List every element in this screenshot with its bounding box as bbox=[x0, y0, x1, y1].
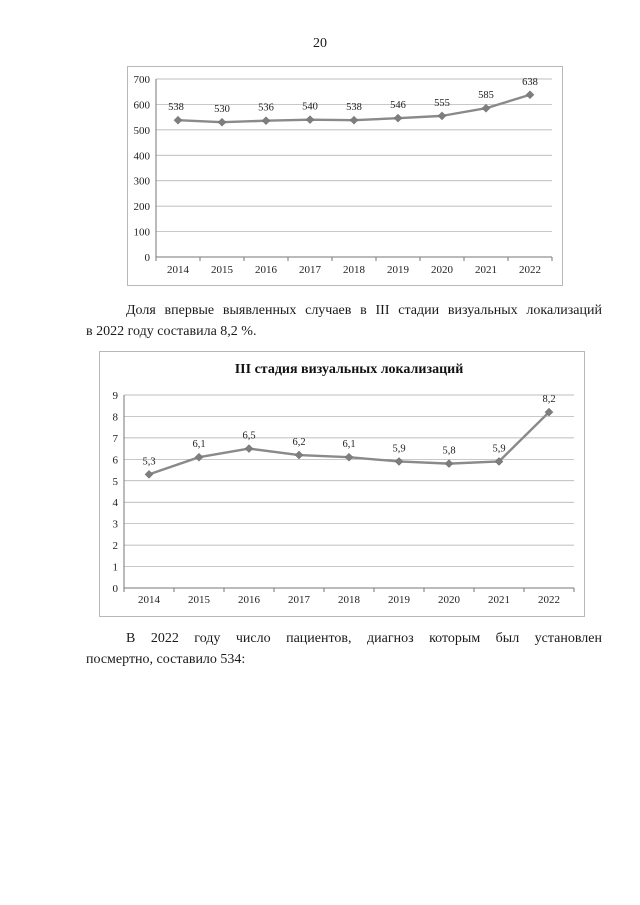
chart1-data-point bbox=[262, 117, 270, 125]
chart2-data-label: 5,3 bbox=[142, 456, 156, 468]
chart2-y-tick-label: 2 bbox=[112, 540, 118, 553]
chart1-data-point bbox=[306, 116, 314, 124]
chart1-data-label: 538 bbox=[168, 102, 184, 114]
chart1-svg bbox=[128, 67, 562, 285]
chart1-x-tick-label: 2016 bbox=[255, 264, 277, 276]
chart2-y-tick-label: 8 bbox=[112, 411, 118, 424]
chart-visual-localizations-count bbox=[127, 66, 563, 286]
chart2-title: III стадия визуальных локализаций bbox=[234, 362, 464, 377]
chart1-y-tick-label: 600 bbox=[133, 99, 150, 112]
chart2-y-tick-label: 4 bbox=[112, 497, 118, 510]
chart1-x-tick-label: 2021 bbox=[475, 264, 497, 276]
chart1-data-point bbox=[218, 118, 226, 126]
chart2-x-tick-label: 2022 bbox=[538, 594, 560, 606]
chart2-data-point bbox=[395, 457, 403, 465]
chart1-data-label: 540 bbox=[302, 101, 318, 113]
chart1-data-point bbox=[526, 91, 534, 99]
paragraph-stage3-share bbox=[86, 300, 602, 342]
chart2-x-tick-label: 2019 bbox=[388, 594, 410, 606]
chart2-y-tick-label: 0 bbox=[112, 583, 118, 595]
paragraph1-line1: Доля впервые выявленных случаев в III стадии визуальных локализаций bbox=[126, 303, 602, 318]
chart1-data-label: 530 bbox=[214, 104, 230, 116]
chart2-x-tick-label: 2017 bbox=[288, 594, 310, 606]
chart1-y-tick-label: 400 bbox=[133, 150, 150, 163]
chart2-data-point bbox=[345, 453, 353, 461]
chart2-x-tick-label: 2018 bbox=[338, 594, 360, 606]
chart1-y-tick-label: 100 bbox=[133, 226, 150, 239]
chart2-data-label: 5,8 bbox=[442, 445, 456, 457]
chart2-data-point bbox=[195, 453, 203, 461]
chart2-data-label: 6,1 bbox=[192, 439, 206, 451]
chart1-x-tick-label: 2022 bbox=[519, 264, 541, 276]
chart1-data-point bbox=[350, 116, 358, 124]
chart1-data-label: 538 bbox=[346, 102, 362, 114]
chart2-data-point bbox=[145, 470, 153, 478]
chart2-x-tick-label: 2021 bbox=[488, 594, 510, 606]
chart2-x-tick-label: 2016 bbox=[238, 594, 260, 606]
chart1-data-label: 638 bbox=[522, 76, 538, 88]
chart2-x-tick-label: 2014 bbox=[138, 594, 160, 606]
chart1-data-label: 555 bbox=[434, 97, 450, 109]
paragraph2-line1: В 2022 году число пациентов, диагноз которым был установлен bbox=[126, 631, 602, 646]
chart2-y-tick-label: 9 bbox=[112, 390, 118, 402]
chart1-y-tick-label: 500 bbox=[133, 124, 150, 137]
chart1-x-tick-label: 2018 bbox=[343, 264, 365, 276]
paragraph1-line2: в 2022 году составила 8,2 %. bbox=[86, 324, 257, 339]
chart1-data-label: 546 bbox=[390, 100, 406, 112]
chart2-y-tick-label: 3 bbox=[112, 518, 118, 531]
chart2-y-tick-label: 5 bbox=[112, 475, 118, 488]
paragraph-posthumous-diagnosis bbox=[86, 628, 602, 670]
chart2-data-label: 6,5 bbox=[242, 430, 256, 442]
page-number: 20 bbox=[313, 36, 327, 51]
chart2-y-tick-label: 6 bbox=[112, 454, 118, 467]
chart1-x-tick-label: 2015 bbox=[211, 264, 233, 276]
chart-stage3-visual-localizations bbox=[99, 351, 585, 617]
chart2-data-label: 5,9 bbox=[492, 443, 506, 455]
chart2-data-label: 8,2 bbox=[542, 394, 556, 406]
chart1-data-point bbox=[482, 104, 490, 112]
chart1-y-tick-label: 700 bbox=[133, 74, 150, 86]
chart2-x-tick-label: 2020 bbox=[438, 594, 460, 606]
chart1-x-tick-label: 2017 bbox=[299, 264, 321, 276]
chart2-data-label: 6,2 bbox=[292, 437, 306, 449]
chart1-y-tick-label: 200 bbox=[133, 201, 150, 214]
chart2-y-tick-label: 7 bbox=[112, 432, 118, 445]
chart1-data-label: 585 bbox=[478, 90, 494, 102]
chart1-y-tick-label: 300 bbox=[133, 175, 150, 188]
chart2-data-label: 6,1 bbox=[342, 439, 356, 451]
chart1-data-label: 536 bbox=[258, 102, 274, 114]
chart1-y-tick-label: 0 bbox=[144, 252, 150, 264]
chart2-svg bbox=[100, 352, 584, 616]
chart1-data-point bbox=[394, 114, 402, 122]
chart1-x-tick-label: 2014 bbox=[167, 264, 189, 276]
chart2-y-tick-label: 1 bbox=[112, 561, 118, 574]
chart2-x-tick-label: 2015 bbox=[188, 594, 210, 606]
paragraph2-line2: посмертно, составило 534: bbox=[86, 652, 246, 667]
chart2-data-point bbox=[445, 460, 453, 468]
chart1-x-tick-label: 2020 bbox=[431, 264, 453, 276]
chart1-data-point bbox=[438, 112, 446, 120]
chart1-x-tick-label: 2019 bbox=[387, 264, 409, 276]
chart2-data-point bbox=[245, 445, 253, 453]
chart2-data-label: 5,9 bbox=[392, 443, 406, 455]
chart1-data-point bbox=[174, 116, 182, 124]
chart2-data-point bbox=[295, 451, 303, 459]
